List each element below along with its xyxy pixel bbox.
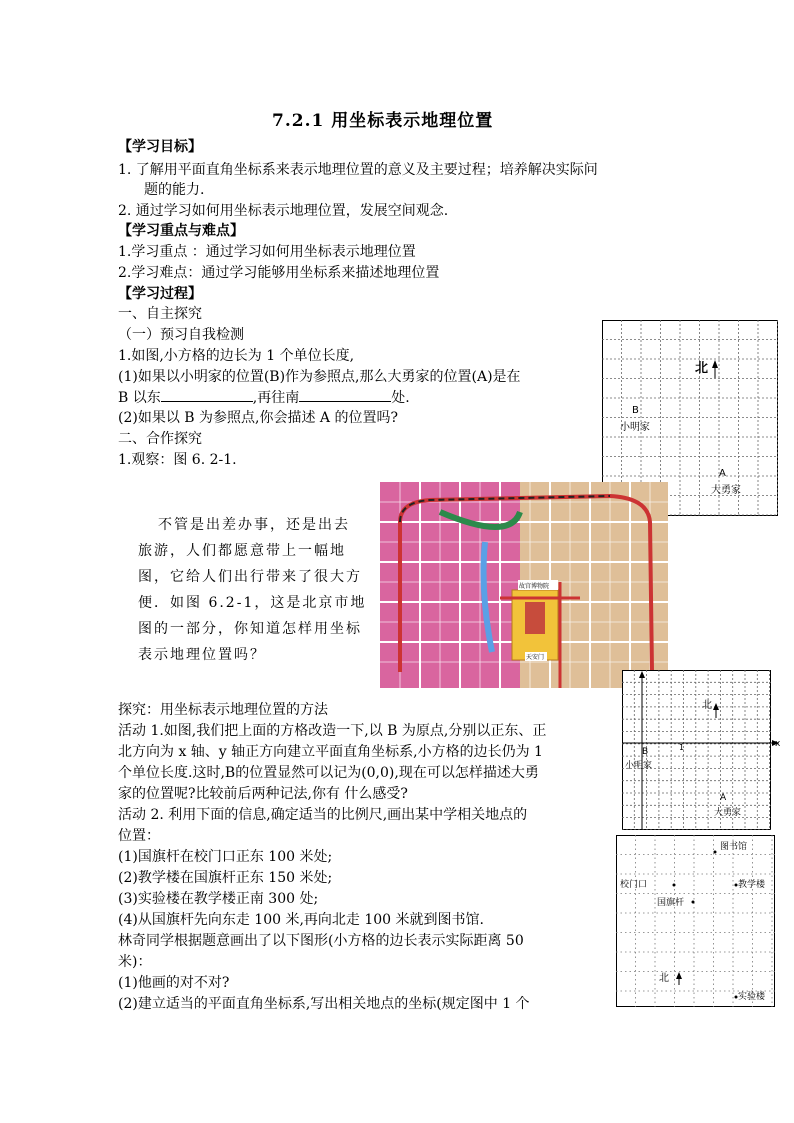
goal-1-cont: 题的能力. xyxy=(144,182,205,198)
explore-heading: 探究：用坐标表示地理位置的方法 xyxy=(118,702,328,718)
key-1: 1.学习重点 ：通过学习如何用坐标表示地理位置 xyxy=(118,244,416,260)
north-label-3: 北 xyxy=(659,973,669,984)
activity-1-line-3: 个单位长度.这时,B的位置显然可以记为(0,0),现在可以怎样描述大勇 xyxy=(118,765,539,781)
goal-1: 1. 了解用平面直角坐标系来表示地理位置的意义及主要过程；培养解决实际问 xyxy=(118,162,598,178)
dayong-home-label-2: 大勇家 xyxy=(714,808,742,818)
xiaoming-home-label-2: 小明家 xyxy=(625,761,653,771)
info-item-2: (2)教学楼在国旗杆正东 150 米处; xyxy=(118,870,333,886)
lin-line-1: 林奇同学根据题意画出了以下图形(小方格的边长表示实际距离 50 xyxy=(118,933,524,949)
x-axis-label: x xyxy=(775,739,781,749)
activity-2-line-2: 位置： xyxy=(118,828,160,844)
grid-figure-2 xyxy=(622,670,782,830)
dayong-home-label: 大勇家 xyxy=(711,485,741,496)
question-1-part-1: (1)如果以小明家的位置(B)作为参照点,那么大勇家的位置(A)是在 xyxy=(118,369,521,385)
map-label-palace: 故宫博物院 xyxy=(519,583,550,590)
heading-keypoints: 【学习重点与难点】 xyxy=(118,223,244,239)
point-a-label: A xyxy=(719,468,726,479)
library-label: 图书馆 xyxy=(720,842,748,852)
point-b-label: B xyxy=(632,405,639,416)
section-1: 一、自主探究 xyxy=(118,306,202,322)
info-item-4: (4)从国旗杆先向东走 100 米,再向北走 100 米就到图书馆. xyxy=(118,912,484,928)
map-label-tiananmen: 天安门 xyxy=(526,654,545,661)
beijing-map-figure xyxy=(118,482,670,688)
flagpole-label: 国旗杆 xyxy=(657,898,685,908)
point-b-label-2: B xyxy=(642,747,649,757)
point-a-label-2: A xyxy=(720,793,727,803)
heading-goals: 【学习目标】 xyxy=(118,139,202,155)
question-1-blanks: B 以东 ,再往南 处. xyxy=(118,390,410,406)
grid-figure-3 xyxy=(616,835,776,1007)
city-map xyxy=(380,482,668,688)
key-2: 2.学习难点：通过学习能够用坐标系来描述地理位置 xyxy=(118,265,440,281)
map-caption-text: 不管是出差办事，还是出去 旅游，人们都愿意带上一幅地 图，它给人们出行带来了很大方 便．如图 6.2-1，这是北京市地 图的一部分，你知道怎样用坐标 表示地理位置吗？ xyxy=(138,517,367,663)
section-1a: （一）预习自我检测 xyxy=(118,327,244,343)
question-2-2: (2)建立适当的平面直角坐标系,写出相关地点的坐标(规定图中 1 个 xyxy=(118,996,530,1012)
observe-line: 1.观察：图 6. 2-1. xyxy=(118,452,237,468)
lin-line-2: 米)： xyxy=(118,954,152,970)
activity-1-line-4: 家的位置呢?比较前后两种记法,你有 什么感受? xyxy=(118,786,408,802)
lab-building-label: 实验楼 xyxy=(738,992,766,1002)
activity-1-line-1: 活动 1.如图,我们把上面的方格改造一下,以 B 为原点,分别以正东、正 xyxy=(118,723,547,739)
info-item-1: (1)国旗杆在校门口正东 100 米处; xyxy=(118,849,333,865)
info-item-3: (3)实验楼在教学楼正南 300 处; xyxy=(118,891,319,907)
question-1: 1.如图,小方格的边长为 1 个单位长度, xyxy=(118,348,355,364)
north-label-2: 北 xyxy=(702,700,712,711)
section-2: 二、合作探究 xyxy=(118,431,202,447)
heading-process: 【学习过程】 xyxy=(118,286,202,302)
teaching-building-label: 教学楼 xyxy=(738,880,766,890)
north-label: 北 xyxy=(695,361,709,376)
unit-one-label: 1 xyxy=(679,743,685,752)
activity-2-line-1: 活动 2. 利用下面的信息,确定适当的比例尺,画出某中学相关地点的 xyxy=(118,807,528,823)
question-1-part-2: (2)如果以 B 为参照点,你会描述 A 的位置吗? xyxy=(118,410,398,426)
goal-2: 2. 通过学习如何用坐标表示地理位置，发展空间观念. xyxy=(118,203,449,219)
question-2-1: (1)他画的对不对? xyxy=(118,975,230,991)
gate-label: 校门口 xyxy=(620,880,648,890)
page-title: 7.2.1 用坐标表示地理位置 xyxy=(272,111,494,131)
activity-1-line-2: 北方向为 x 轴、y 轴正方向建立平面直角坐标系,小方格的边长仍为 1 xyxy=(118,744,543,760)
xiaoming-home-label: 小明家 xyxy=(620,422,650,433)
